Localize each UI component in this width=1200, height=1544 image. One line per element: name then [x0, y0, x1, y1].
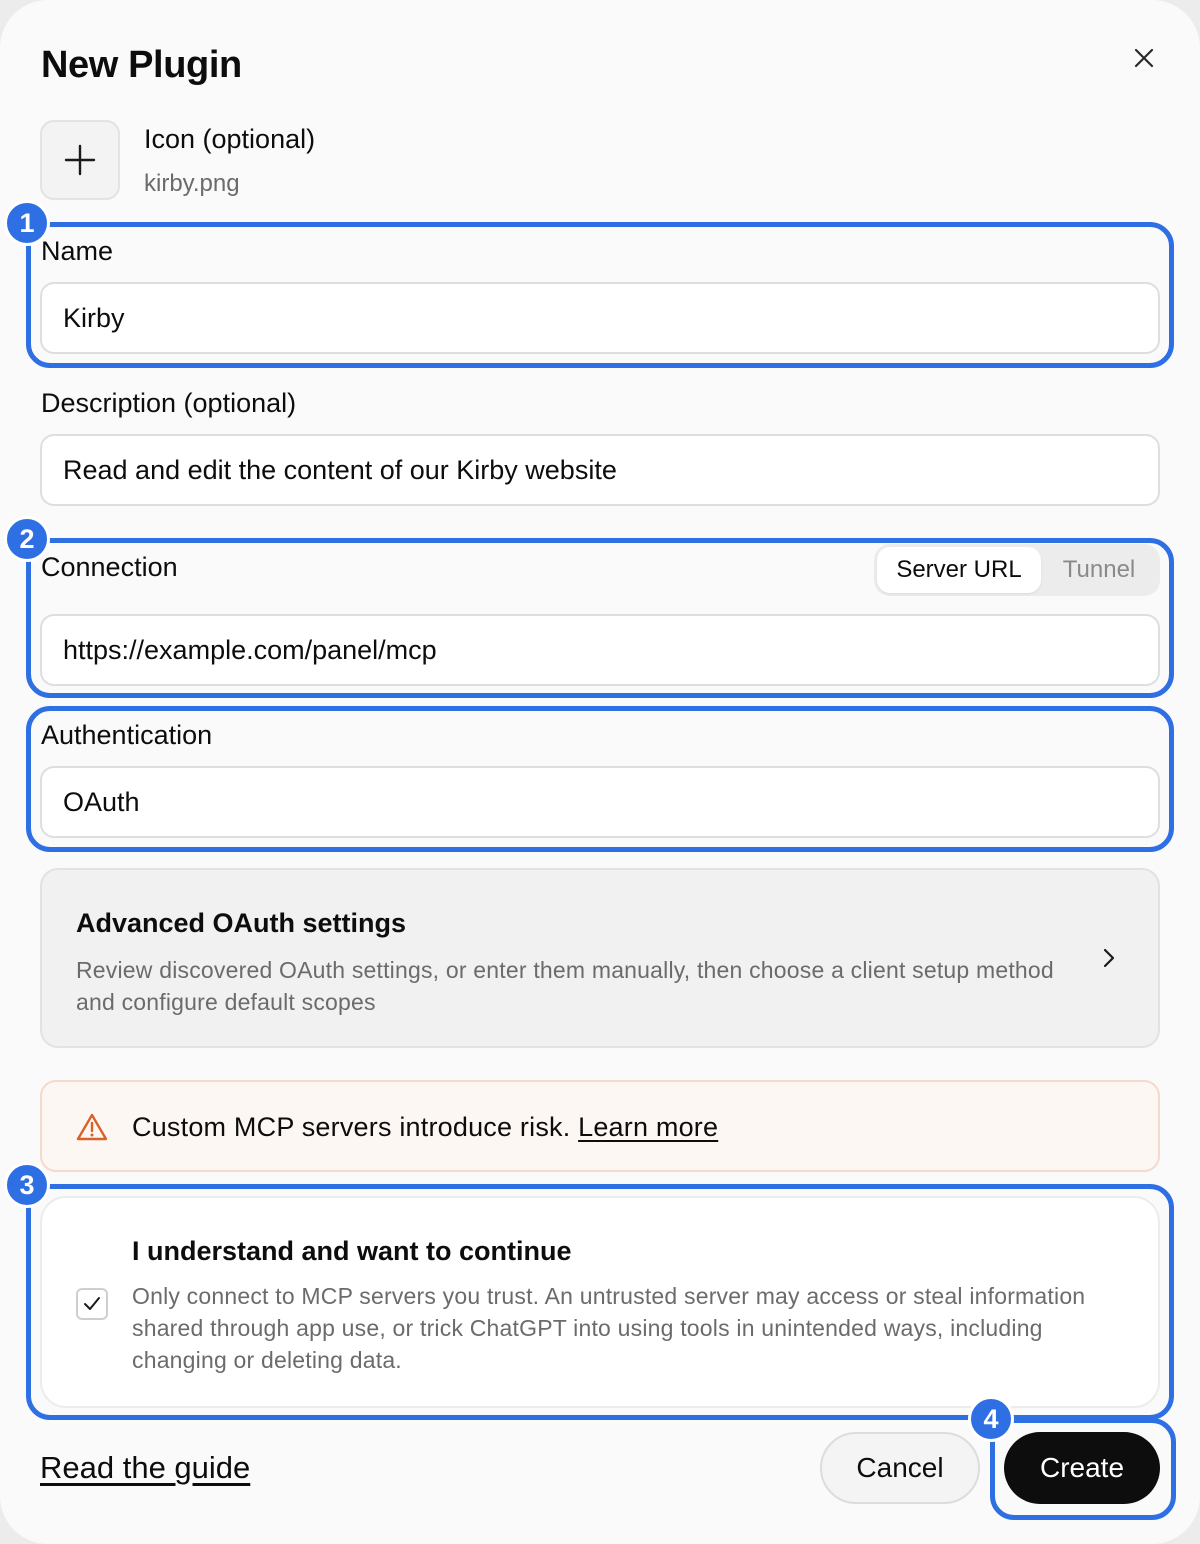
- advanced-oauth-title: Advanced OAuth settings: [76, 908, 407, 938]
- acknowledgement-card: [40, 1196, 1160, 1408]
- advanced-oauth-description: Review discovered OAuth settings, or enter them manually, then choose a client setup method and configure default scopes: [76, 957, 1054, 1015]
- annotation-badge-1: 1: [4, 200, 50, 246]
- annotation-badge-3: 3: [4, 1162, 50, 1208]
- read-guide-link[interactable]: Read the guide: [40, 1450, 251, 1485]
- description-label: Description (optional): [41, 388, 297, 418]
- warning-triangle-icon: [76, 1112, 108, 1142]
- connection-mode-toggle: [874, 544, 1160, 596]
- icon-upload-label: Icon (optional): [144, 124, 316, 154]
- close-icon: [1133, 47, 1155, 69]
- authentication-select[interactable]: OAuth: [40, 766, 1160, 838]
- name-label: Name: [41, 236, 114, 266]
- risk-warning-text: [132, 1112, 718, 1143]
- name-input[interactable]: Kirby: [40, 282, 1160, 354]
- risk-warning-banner: [40, 1080, 1160, 1172]
- acknowledgement-description: Only connect to MCP servers you trust. An untrusted server may access or steal information shared through app use, or trick ChatGPT into using tools in unintended ways, including changing or deleting data.: [132, 1283, 1086, 1373]
- icon-upload-button[interactable]: [40, 120, 120, 200]
- cancel-button[interactable]: Cancel: [820, 1432, 980, 1504]
- server-url-input[interactable]: https://example.com/panel/mcp: [40, 614, 1160, 686]
- plus-icon: [63, 143, 97, 177]
- icon-filename: kirby.png: [144, 170, 240, 197]
- connection-label: Connection: [41, 552, 178, 582]
- annotation-badge-4: 4: [968, 1396, 1014, 1442]
- acknowledge-checkbox[interactable]: [76, 1288, 108, 1320]
- dialog-title: New Plugin: [41, 44, 242, 86]
- mode-tunnel[interactable]: Tunnel: [1062, 556, 1136, 583]
- risk-warning-message: Custom MCP servers introduce risk.: [132, 1112, 571, 1142]
- authentication-label: Authentication: [41, 720, 213, 750]
- description-input[interactable]: Read and edit the content of our Kirby website: [40, 434, 1160, 506]
- acknowledgement-title: I understand and want to continue: [132, 1236, 572, 1266]
- close-button[interactable]: [1124, 38, 1164, 78]
- create-button[interactable]: Create: [1004, 1432, 1160, 1504]
- learn-more-link[interactable]: Learn more: [578, 1112, 719, 1142]
- annotation-badge-2: 2: [4, 516, 50, 562]
- advanced-oauth-settings-card[interactable]: [40, 868, 1160, 1048]
- mode-server-url[interactable]: Server URL: [877, 547, 1041, 593]
- chevron-right-icon: [1100, 946, 1118, 970]
- checkmark-icon: [82, 1295, 102, 1313]
